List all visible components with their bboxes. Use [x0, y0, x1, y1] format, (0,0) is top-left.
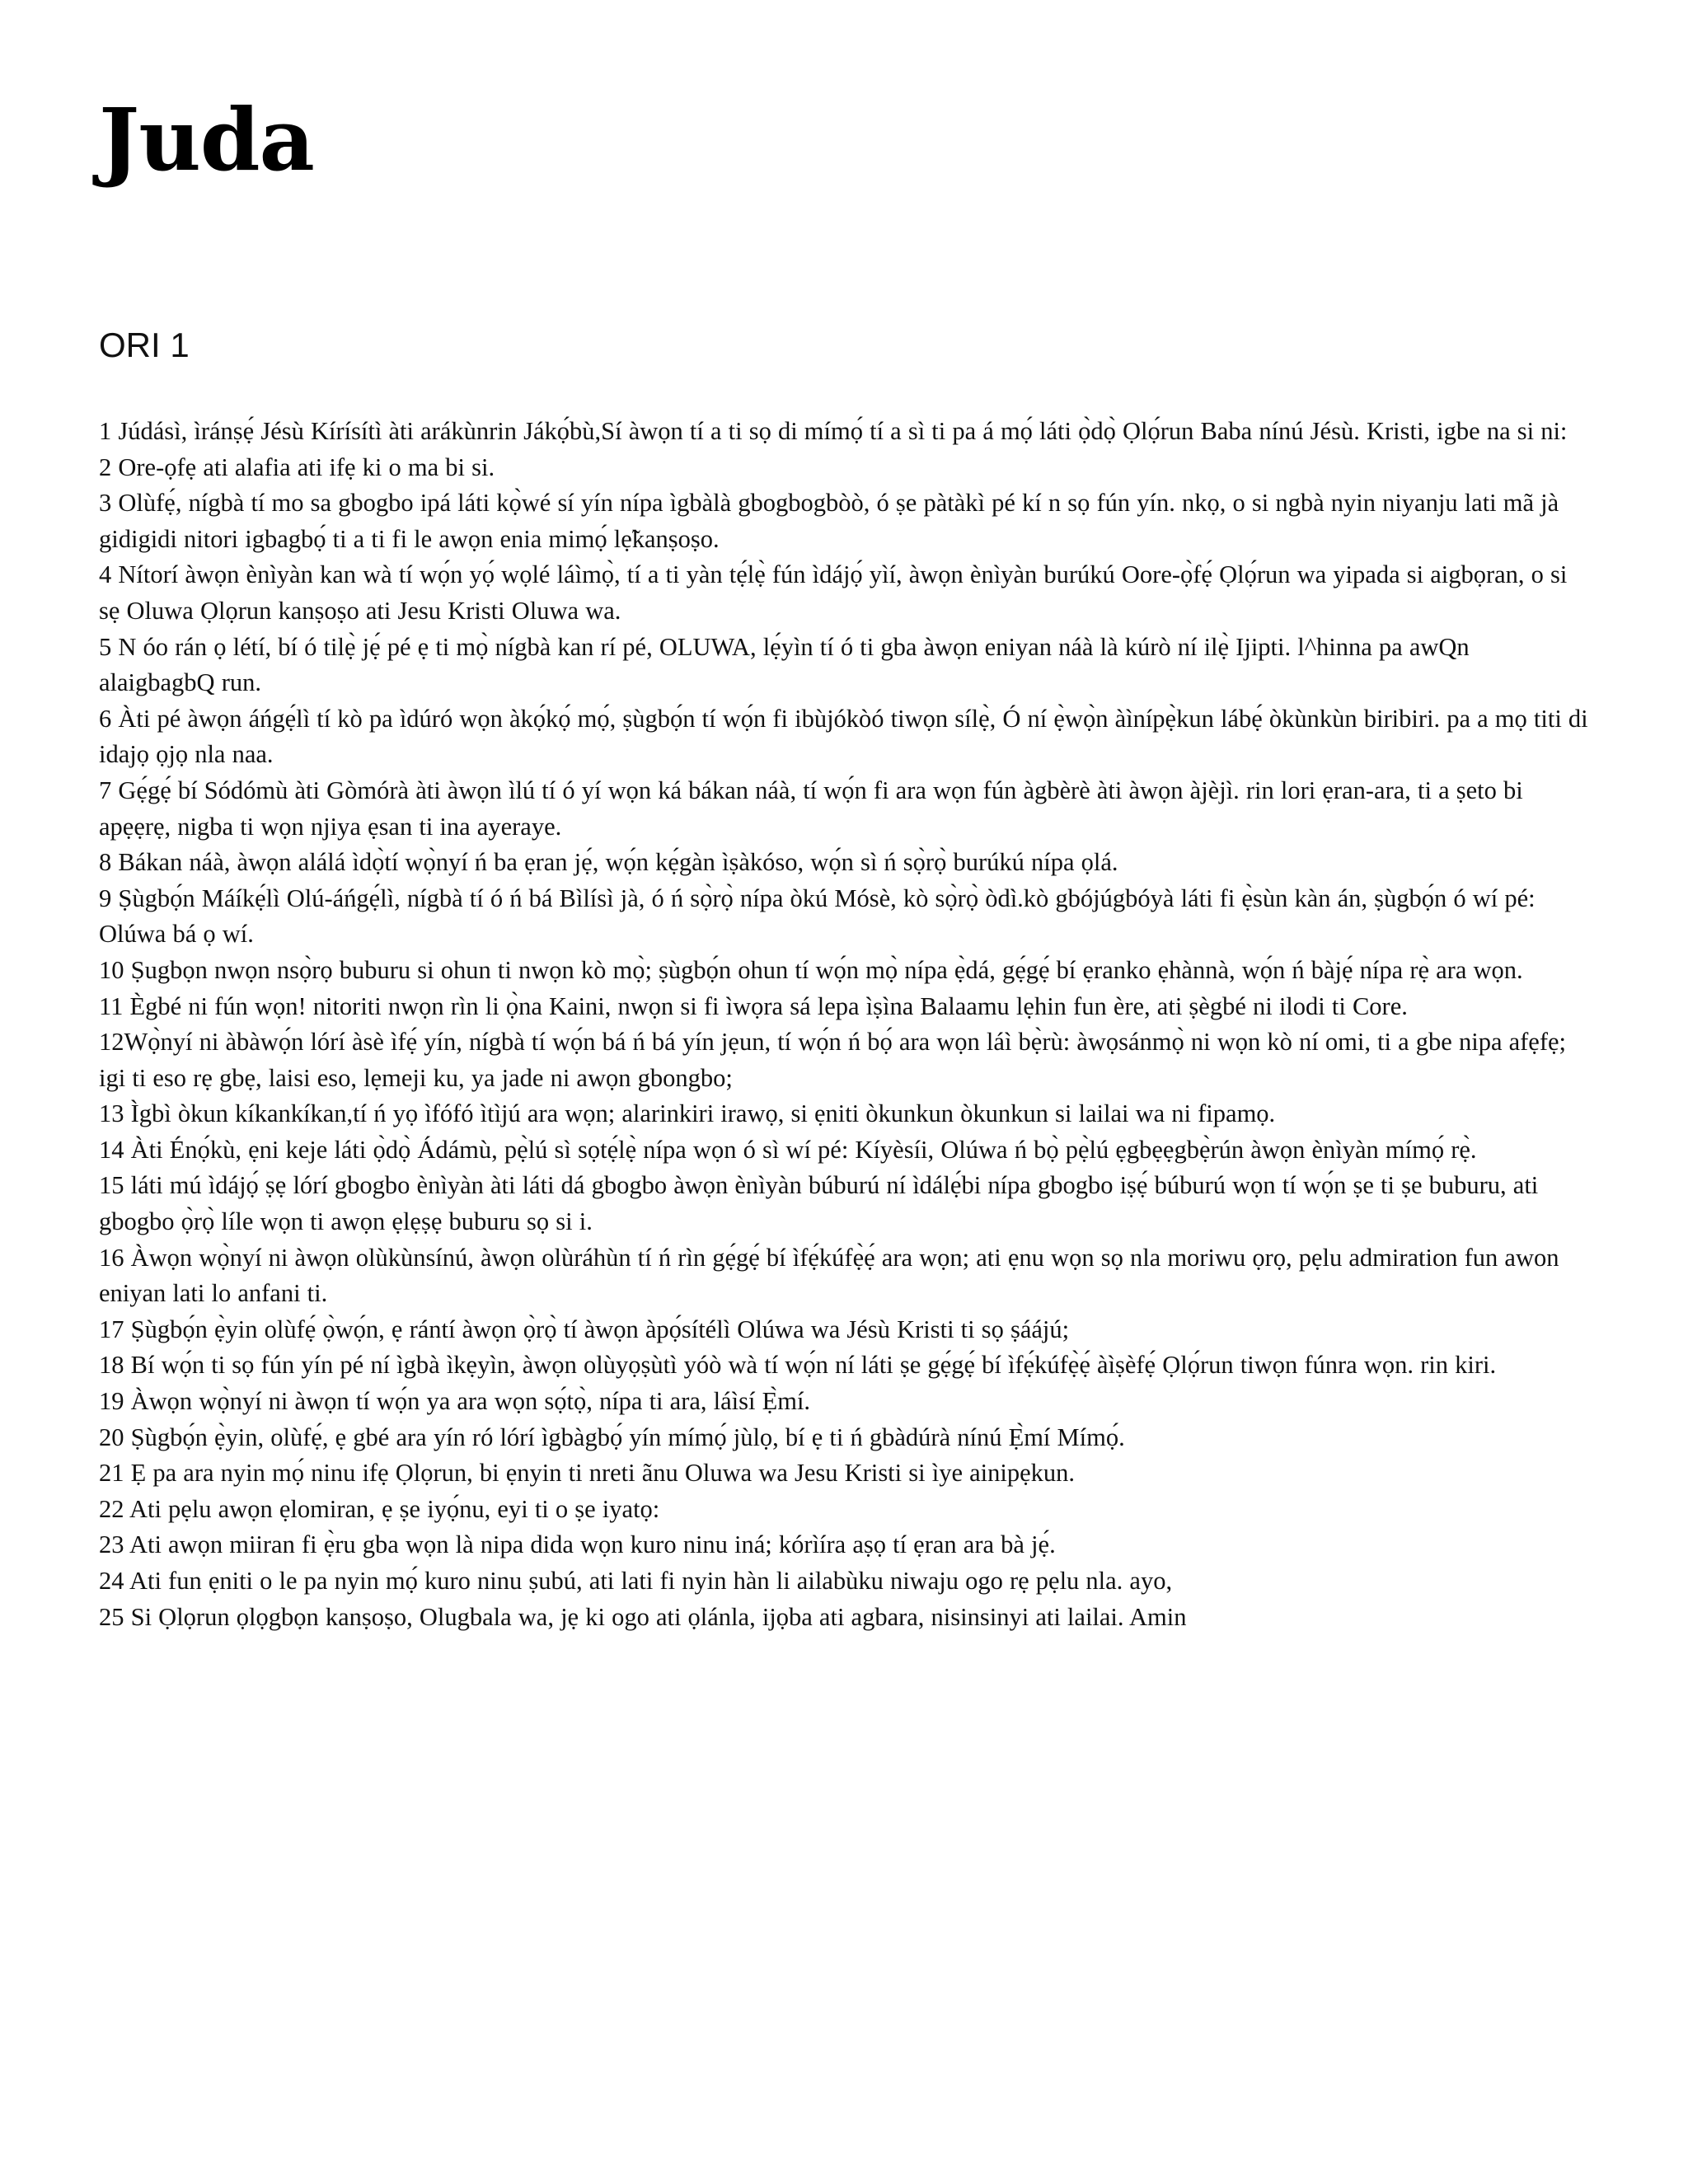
verse-23: 23 Ati awọn miiran fi ẹ̀ru gba wọn là nipa dida wọn kuro ninu iná; kórìíra aṣọ tí ẹran ara bà jẹ́.	[99, 1530, 1056, 1559]
verse-list	[99, 414, 1591, 1635]
verse-20: 20 Ṣùgbọ́n ẹ̀yin, olùfẹ́, ẹ gbé ara yín ró lórí ìgbàgbọ́ yín mímọ́ jùlọ, bí ẹ ti ń gbàdúrà nínú Ẹ̀mí Mímọ́.	[99, 1422, 1125, 1451]
verse-14: 14 Àti Énọ́kù, ẹni keje láti ọ̀dọ̀ Ádámù, pẹ̀lú sì sọtẹ́lẹ̀ nípa wọn ó sì wí pé: Kíyèsíi, Olúwa ń bọ̀ pẹ̀lú ẹgbẹẹgbẹ̀rún àwọn ènìyàn mímọ́ rẹ̀.	[99, 1135, 1477, 1164]
verse-21: 21 Ẹ pa ara nyin mọ́ ninu ifẹ Ọlọrun, bi ẹnyin ti nreti ãnu Oluwa wa Jesu Kristi si ìye ainipẹkun.	[99, 1459, 1076, 1488]
verse-15: 15 láti mú ìdájọ́ ṣẹ lórí gbogbo ènìyàn àti láti dá gbogbo àwọn ènìyàn búburú ní ìdálẹ́bi nípa gbogbo iṣẹ́ búburú wọn tí wọ́n ṣe ti ṣe buburu, ati gbogbo ọ̀rọ̀ líle wọn ti awọn ẹlẹṣẹ buburu sọ si i.	[99, 1171, 1539, 1236]
verse-22: 22 Ati pẹlu awọn ẹlomiran, ẹ ṣe iyọ́nu, eyi ti o ṣe iyatọ:	[99, 1494, 660, 1523]
verse-6: 6 Àti pé àwọn áńgẹ́lì tí kò pa ìdúró wọn àkọ́kọ́ mọ́, ṣùgbọ́n tí wọ́n fi ibùjókòó tiwọn sílẹ̀, Ó ní ẹ̀wọ̀n àìnípẹ̀kun lábẹ́ òkùnkùn biribiri. pa a mọ titi di idajọ ọjọ nla naa.	[99, 704, 1588, 769]
book-title: Juda	[99, 89, 314, 190]
verse-24: 24 Ati fun ẹniti o le pa nyin mọ́ kuro ninu ṣubú, ati lati fi nyin hàn li ailabùku niwaju ogo rẹ pẹlu nla. ayo,	[99, 1567, 1173, 1595]
verse-3: 3 Olùfẹ́, nígbà tí mo sa gbogbo ipá láti kọ̀wé sí yín nípa ìgbàlà gbogbogbòò, ó ṣe pàtàkì pé kí n sọ fún yín. nkọ, o si ngbà nyin niyanju lati mã jà gidigidi nitori igbagbọ́ ti a ti fi le awọn enia mimọ́ lẹ̃kanṣoṣo.	[99, 489, 1559, 553]
verse-13: 13 Ìgbì òkun kíkankíkan,tí ń yọ ìfófó ìtìjú ara wọn; alarinkiri irawọ, si ẹniti òkunkun òkunkun si lailai wa ni fipamọ.	[99, 1099, 1276, 1128]
verse-10: 10 Ṣugbọn nwọn nsọ̀rọ buburu si ohun ti nwọn kò mọ̀; ṣùgbọ́n ohun tí wọ́n mọ̀ nípa ẹ̀dá, gẹ́gẹ́ bí ẹranko ẹhànnà, wọ́n ń bàjẹ́ nípa rẹ̀ ara wọn.	[99, 955, 1523, 984]
verse-12: 12Wọ̀nyí ni àbàwọ́n lórí àsè ìfẹ́ yín, nígbà tí wọ́n bá ń bá yín jẹun, tí wọ́n ń bọ́ ara wọn láì bẹ̀rù: àwọsánmọ̀ ni wọn kò ní omi, ti a gbe nipa afẹfẹ; igi ti eso rẹ gbẹ, laisi eso, lẹmeji ku, ya jade ni awọn gbongbo;	[99, 1028, 1567, 1092]
verse-9: 9 Ṣùgbọ́n Máíkẹ́lì Olú-áńgẹ́lì, nígbà tí ó ń bá Bìlísì jà, ó ń sọ̀rọ̀ nípa òkú Mósè, kò sọ̀rọ̀ òdì.kò gbójúgbóyà láti fi ẹ̀sùn kàn án, ṣùgbọ́n ó wí pé: Olúwa bá ọ wí.	[99, 883, 1536, 949]
verse-17: 17 Ṣùgbọ́n ẹ̀yin olùfẹ́ ọ̀wọ́n, ẹ rántí àwọn ọ̀rọ̀ tí àwọn àpọ́sítélì Olúwa wa Jésù Kristi ti sọ ṣáájú;	[99, 1315, 1070, 1343]
chapter-title: ORI 1	[99, 326, 190, 364]
verse-5: 5 N óo rán ọ létí, bí ó tilẹ̀ jẹ́ pé ẹ ti mọ̀ nígbà kan rí pé, OLUWA, lẹ́yìn tí ó ti gba àwọn eniyan náà là kúrò ní ilẹ̀ Ijipti. l^hinna pa awQn alaigbagbQ run.	[99, 632, 1470, 697]
verse-1: 1 Júdásì, ìránṣẹ́ Jésù Kírísítì àti arákùnrin Jákọ́bù,Sí àwọn tí a ti sọ di mímọ́ tí a sì ti pa á mọ́ láti ọ̀dọ̀ Ọlọ́run Baba nínú Jésù. Kristi, igbe na si ni:	[99, 417, 1568, 445]
verse-2: 2 Ore-ọfẹ ati alafia ati ifẹ ki o ma bi si.	[99, 452, 495, 481]
verse-18: 18 Bí wọ́n ti sọ fún yín pé ní ìgbà ìkẹyìn, àwọn olùyọṣùtì yóò wà tí wọ́n ní láti ṣe gẹ́gẹ́ bí ìfẹ́kúfẹ̀ẹ́ àìṣèfẹ́ Ọlọ́run tiwọn fúnra wọn. rin kiri.	[99, 1351, 1497, 1380]
verse-25: 25 Si Ọlọrun ọlọgbọn kanṣoṣo, Olugbala wa, jẹ ki ogo ati ọlánla, ijọba ati agbara, nisinsinyi ati lailai. Amin	[99, 1602, 1187, 1631]
verse-7: 7 Gẹ́gẹ́ bí Sódómù àti Gòmórà àti àwọn ìlú tí ó yí wọn ká bákan náà, tí wọ́n fi ara wọn fún àgbèrè àti àwọn àjèjì. rin lori ẹran-ara, ti a ṣeto bi apẹẹrẹ, nigba ti wọn njiya ẹsan ti ina ayeraye.	[99, 776, 1523, 841]
verse-11: 11 Ègbé ni fún wọn! nitoriti nwọn rìn li ọ̀na Kaini, nwọn si fi ìwọra sá lepa ìṣìna Balaamu lẹhin fun ère, ati ṣègbé ni ilodi ti Core.	[99, 991, 1408, 1020]
verse-4: 4 Nítorí àwọn ènìyàn kan wà tí wọ́n yọ́ wọlé láìmọ̀, tí a ti yàn tẹ́lẹ̀ fún ìdájọ́ yìí, àwọn ènìyàn burúkú Oore-ọ̀fẹ́ Ọlọ́run wa yipada si aigbọran, o si sẹ Oluwa Ọlọrun kanṣoṣo ati Jesu Kristi Oluwa wa.	[99, 560, 1568, 625]
verse-19: 19 Àwọn wọ̀nyí ni àwọn tí wọ́n ya ara wọn sọ́tọ̀, nípa ti ara, láìsí Ẹ̀mí.	[99, 1387, 811, 1416]
verse-8: 8 Bákan náà, àwọn alálá ìdọ̀tí wọ̀nyí ń ba ẹran jẹ́, wọ́n kẹ́gàn ìṣàkóso, wọ́n sì ń sọ̀rọ̀ burúkú nípa ọlá.	[99, 848, 1118, 877]
verse-16: 16 Àwọn wọ̀nyí ni àwọn olùkùnsínú, àwọn olùráhùn tí ń rìn gẹ́gẹ́ bí ìfẹ́kúfẹ̀ẹ́ ara wọn; ati ẹnu wọn sọ nla moriwu ọrọ, pẹlu admiration fun awon eniyan lati lo anfani ti.	[99, 1243, 1559, 1308]
